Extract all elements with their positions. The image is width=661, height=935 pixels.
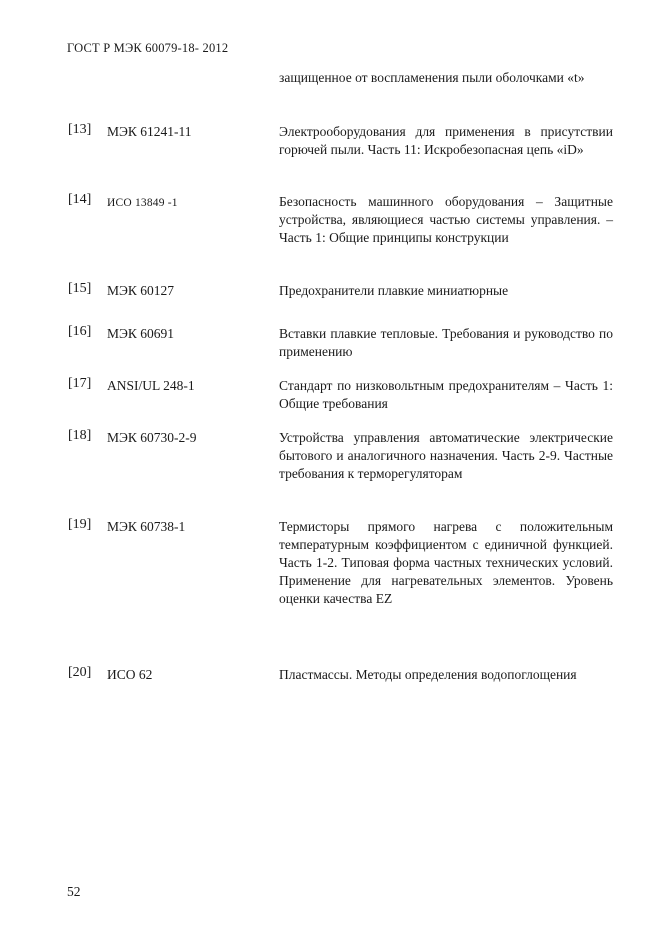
standard-title: Вставки плавкие тепловые. Требования и руководство по применению — [279, 326, 613, 359]
standard-code: МЭК 61241-11 — [107, 124, 192, 139]
reference-number: [20] — [68, 665, 92, 680]
standard-code: ИСО 13849 -1 — [107, 197, 178, 209]
standard-code: МЭК 60738-1 — [107, 519, 186, 534]
reference-number: [16] — [68, 324, 92, 339]
standard-title: Предохранители плавкие миниатюрные — [279, 283, 509, 298]
reference-number: [18] — [68, 428, 92, 443]
standard-code: МЭК 60127 — [107, 283, 175, 298]
reference-number: [19] — [68, 517, 92, 532]
standard-title: Безопасность машинного оборудования – Защитные устройства, являющиеся частью системы управления. – Часть 1: Общие принципы конструкции — [279, 194, 613, 245]
reference-number: [17] — [68, 376, 92, 391]
standard-title: Пластмассы. Методы определения водопоглощения — [279, 667, 577, 682]
standard-code: МЭК 60691 — [107, 326, 175, 341]
standard-title: Термисторы прямого нагрева с положительным температурным коэффициентом с единичной функцией. Часть 1-2. Типовая форма частных технических условий. Применение для нагревательных элементов. Уровень оценки качества EZ — [279, 519, 613, 606]
standard-title: Устройства управления автоматические электрические бытового и аналогичного назначения. Часть 2-9. Частные требования к терморегуляторам — [279, 430, 613, 481]
reference-number: [14] — [68, 192, 92, 207]
reference-number: [15] — [68, 281, 92, 296]
reference-number: [13] — [68, 122, 92, 137]
standard-title: Электрооборудования для применения в присутствии горючей пыли. Часть 11: Искробезопасная цепь «iD» — [279, 124, 613, 157]
standard-code: МЭК 60730-2-9 — [107, 430, 197, 445]
standard-code: ИСО 62 — [107, 667, 153, 682]
page-number: 52 — [67, 884, 81, 899]
standard-code: ANSI/UL 248-1 — [107, 378, 195, 393]
continued-description: защищенное от воспламенения пыли оболочками «t» — [279, 70, 585, 85]
document-header: ГОСТ Р МЭК 60079-18- 2012 — [67, 41, 229, 55]
standard-title: Стандарт по низковольтным предохранителям – Часть 1: Общие требования — [279, 378, 613, 411]
